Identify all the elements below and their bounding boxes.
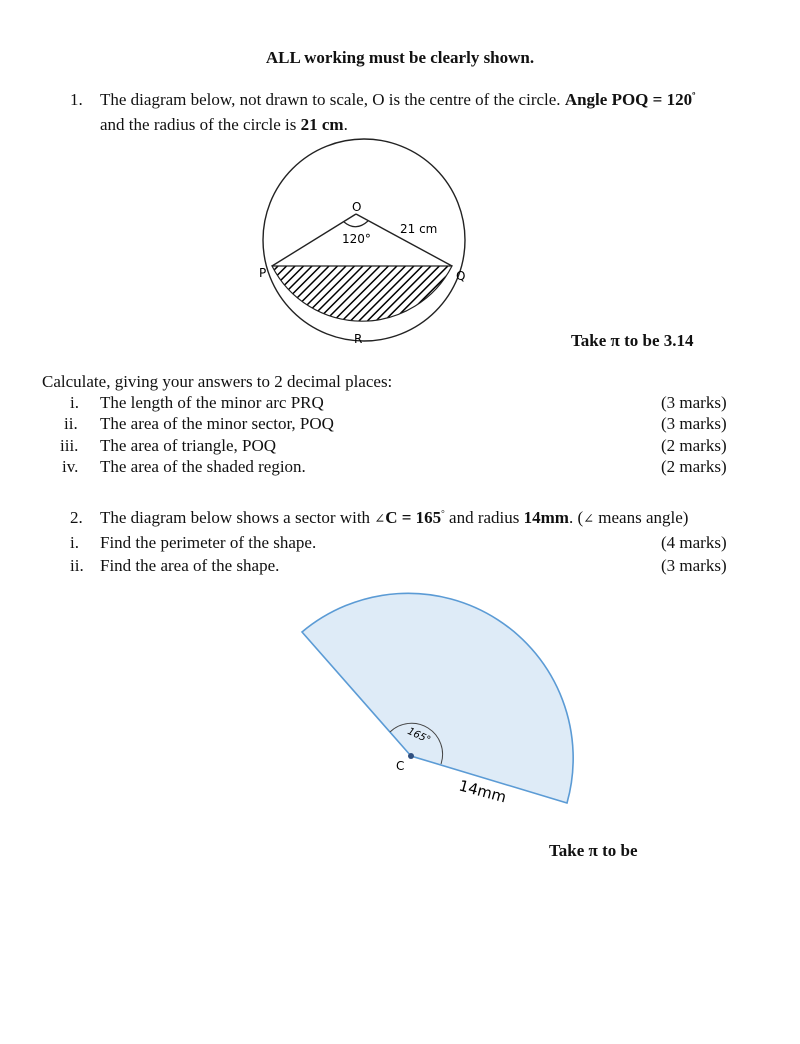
- angle-symbol: ∠: [374, 511, 386, 526]
- q2-post-text: means angle): [598, 508, 689, 527]
- q2-radius-bold: 14mm: [523, 508, 569, 527]
- sector-shape: [302, 593, 573, 803]
- q2-item-text: Find the perimeter of the shape.: [100, 533, 317, 552]
- angle-symbol: ∠: [583, 511, 595, 526]
- q2-text: The diagram below shows a sector with: [100, 508, 371, 527]
- q1-item-marks: (2 marks): [661, 436, 727, 455]
- q1-radius-bold: 21 cm: [300, 115, 344, 134]
- q2-angle-bold: C = 165: [385, 508, 442, 527]
- q1-item-marks: (3 marks): [661, 393, 727, 412]
- q1-calc-prompt: Calculate, giving your answers to 2 decimal places:: [42, 372, 393, 391]
- q1-line2-text: and the radius of the circle is: [100, 115, 297, 134]
- q1-item-text: The area of the shaded region.: [100, 457, 306, 476]
- q1-line2-end: .: [343, 115, 348, 134]
- q1-angle-bold: Angle POQ = 120: [564, 90, 693, 109]
- q1-degree: º: [692, 90, 696, 102]
- center-dot: [408, 753, 414, 759]
- q1-item-marks: (3 marks): [661, 414, 727, 433]
- label-r: R: [354, 332, 363, 346]
- q2-post-open: . (: [568, 508, 584, 527]
- q1-item-text: The length of the minor arc PRQ: [100, 393, 324, 412]
- label-radius-14mm: 14mm: [456, 776, 509, 807]
- page-instruction: ALL working must be clearly shown.: [265, 48, 535, 67]
- q2-item-marks: (4 marks): [661, 533, 727, 552]
- q1-item-text: The area of the minor sector, POQ: [100, 414, 334, 433]
- q2-number: 2.: [70, 508, 83, 527]
- q1-item-num: i.: [70, 393, 79, 412]
- q1-item-num: iv.: [62, 457, 79, 476]
- q1-item-text: The area of triangle, POQ: [100, 436, 277, 455]
- label-c: C: [396, 759, 405, 773]
- q2-degree: °: [441, 508, 445, 519]
- label-q: Q: [456, 269, 466, 283]
- q2-item-num: ii.: [70, 556, 84, 575]
- q1-item-marks: (2 marks): [661, 457, 727, 476]
- q2-item-text: Find the area of the shape.: [100, 556, 280, 575]
- label-radius-21: 21 cm: [400, 222, 438, 236]
- label-angle-120: 120°: [342, 232, 371, 246]
- label-p: P: [259, 266, 267, 280]
- q2-item-num: i.: [70, 533, 79, 552]
- q1-take-pi: Take π to be 3.14: [571, 331, 694, 350]
- q1-line1-text: The diagram below, not drawn to scale, O is the centre of the circle.: [100, 90, 561, 109]
- q1-item-num: ii.: [64, 414, 78, 433]
- q2-mid: and radius: [449, 508, 520, 527]
- label-o: O: [352, 200, 362, 214]
- q1-item-num: iii.: [60, 436, 79, 455]
- q2-take-pi: Take π to be: [549, 841, 638, 860]
- q2-item-marks: (3 marks): [661, 556, 727, 575]
- label-angle-165: 165°: [405, 726, 433, 747]
- q1-number: 1.: [70, 90, 83, 109]
